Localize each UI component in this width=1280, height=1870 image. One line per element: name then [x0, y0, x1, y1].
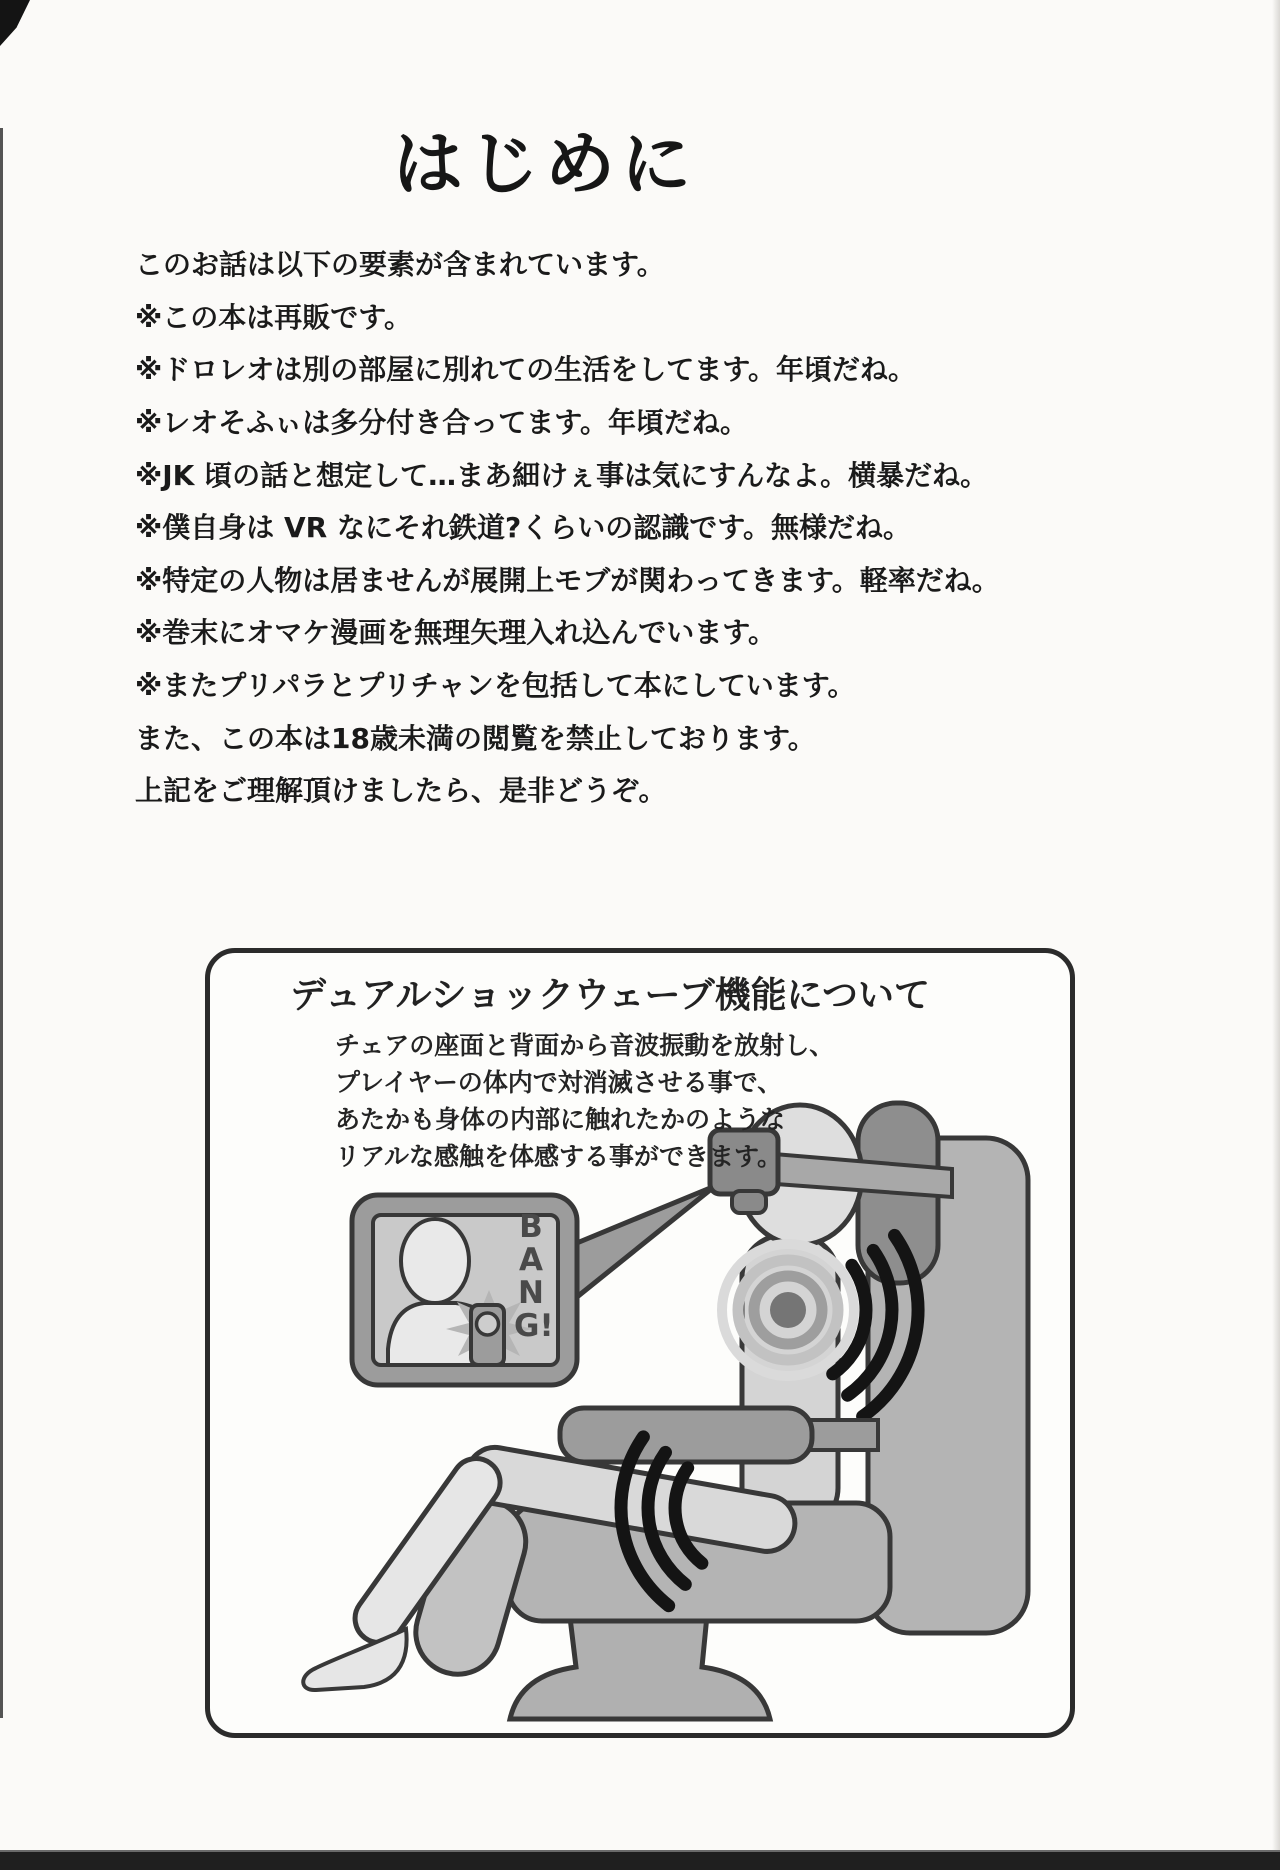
intro-line: このお話は以下の要素が含まれています。: [135, 248, 665, 282]
chair-armrest: [560, 1408, 812, 1462]
shockwave-target-icon: [722, 1244, 854, 1376]
intro-line: ※僕自身は VR なにそれ鉄道?くらいの認識です。無様だね。: [135, 511, 911, 545]
scan-right-shade: [1272, 0, 1280, 1850]
feature-box-title: デュアルショックウェーブ機能について: [290, 975, 930, 1016]
intro-line: ※レオそふぃは多分付き合ってます。年頃だね。: [135, 406, 748, 440]
scan-bottom-edge-artifact: [0, 1850, 1280, 1870]
intro-text-block: [135, 237, 1235, 816]
intro-line: ※巻末にオマケ漫画を無理矢理入れ込んでいます。: [135, 616, 776, 650]
scan-left-edge-artifact: [0, 128, 3, 1718]
intro-line: ※JK 頃の話と想定して…まあ細けぇ事は気にすんなよ。横暴だね。: [135, 458, 989, 492]
feature-info-box: [205, 948, 1075, 1738]
intro-line: ※この本は再販です。: [135, 300, 412, 334]
intro-line: また、この本は18歳未満の閲覧を禁止しております。: [135, 721, 816, 755]
intro-line: ※ドロレオは別の部屋に別れての生活をしてます。年頃だね。: [135, 353, 916, 387]
feature-description-line: あたかも身体の内部に触れたかのような: [335, 1104, 786, 1134]
player-foot: [303, 1629, 406, 1690]
feature-description: [335, 1025, 834, 1173]
feature-description-line: プレイヤーの体内で対消滅させる事で、: [335, 1067, 783, 1097]
intro-line: 上記をご理解頂けましたら、是非どうぞ。: [135, 774, 667, 808]
screen-figure-head: [401, 1219, 469, 1303]
intro-line: ※またプリパラとプリチャンを包括して本にしています。: [135, 669, 856, 703]
intro-line: ※特定の人物は居ませんが展開上モブが関わってきます。軽率だね。: [135, 563, 1000, 597]
feature-description-line: チェアの座面と背面から音波振動を放射し、: [335, 1030, 835, 1060]
speech-bubble-tail: [572, 1186, 715, 1301]
feature-description-line: リアルな感触を体感する事ができます。: [335, 1141, 783, 1171]
bang-text: BANG!: [514, 1209, 554, 1344]
gun-muzzle-icon: [477, 1313, 499, 1335]
page-title: はじめに: [393, 123, 697, 205]
scan-corner-artifact: [0, 0, 30, 46]
vr-goggles-nosepiece: [732, 1191, 766, 1213]
